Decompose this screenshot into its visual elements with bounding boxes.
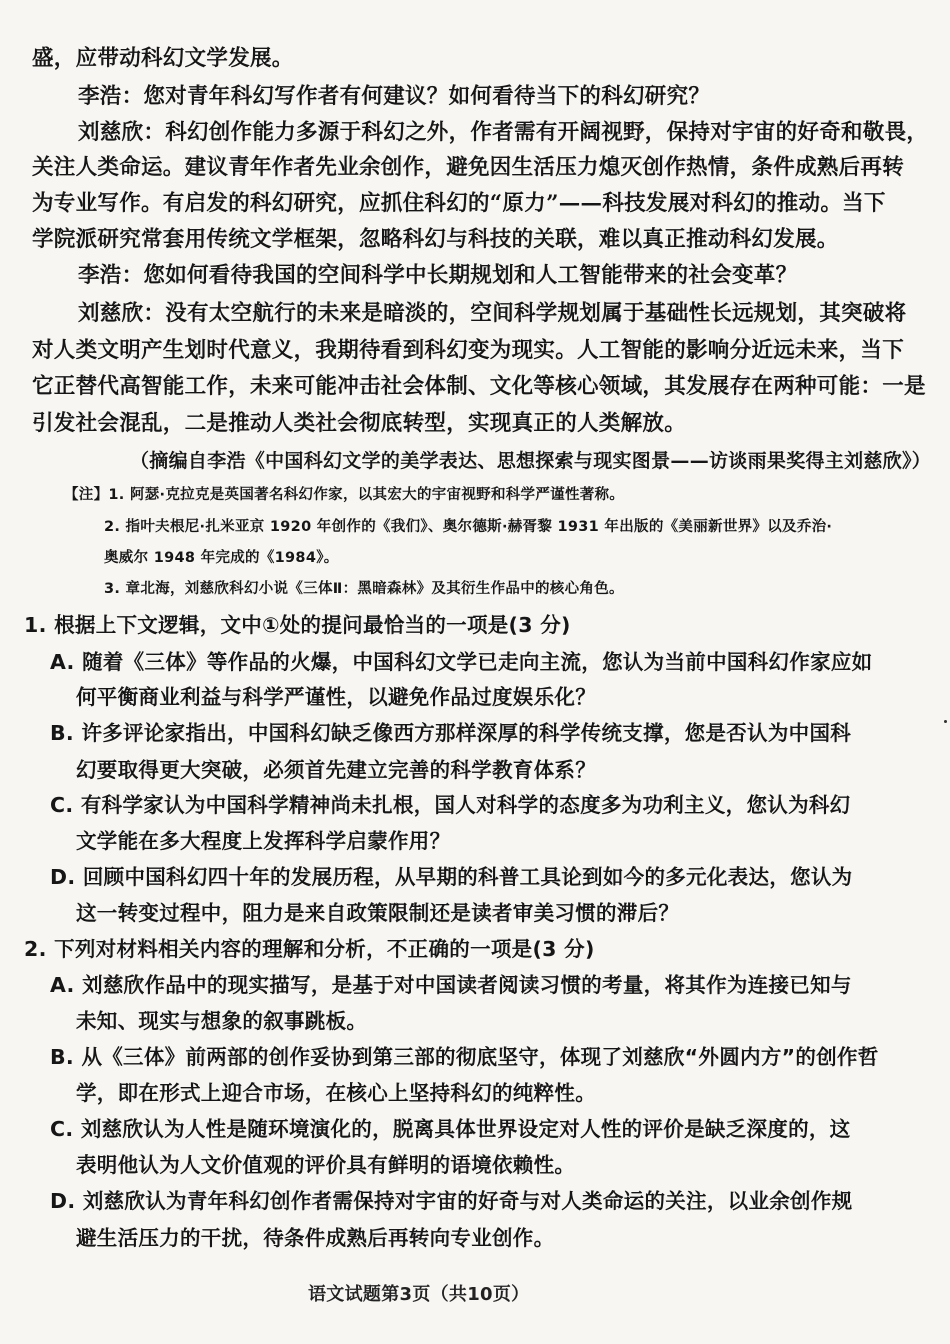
passage-line: 关注人类命运。建议青年作者先业余创作，避免因生活压力熄灭创作热情，条件成熟后再转	[32, 155, 905, 180]
note-2: 2. 指叶夫根尼·扎米亚京 1920 年创作的《我们》、奥尔德斯·赫胥黎 1931 年出版的《美丽新世界》以及乔治·	[104, 519, 833, 535]
passage-line: 对人类文明产生划时代意义，我期待看到科幻变为现实。人工智能的影响分近远未来，当下	[32, 338, 905, 363]
scan-speck	[944, 720, 947, 723]
passage-line: 它正替代高智能工作，未来可能冲击社会体制、文化等核心领域，其发展存在两种可能：一是	[32, 374, 926, 399]
q1-option-a-cont: 何平衡商业利益与科学严谨性，以避免作品过度娱乐化？	[76, 685, 596, 709]
q2-option-a-cont: 未知、现实与想象的叙事跳板。	[76, 1009, 368, 1033]
q1-option-d[interactable]: D. 回顾中国科幻四十年的发展历程，从早期的科普工具论到如今的多元化表达，您认为	[50, 865, 853, 889]
q2-option-a[interactable]: A. 刘慈欣作品中的现实描写，是基于对中国读者阅读习惯的考量，将其作为连接已知与	[50, 973, 852, 997]
passage-line: 李浩：您如何看待我国的空间科学中长期规划和人工智能带来的社会变革？	[78, 263, 798, 288]
q2-option-c-cont: 表明他认为人文价值观的评价具有鲜明的语境依赖性。	[76, 1153, 576, 1177]
q2-option-b[interactable]: B. 从《三体》前两部的创作妥协到第三部的彻底坚守，体现了刘慈欣“外圆内方”的创作哲	[50, 1045, 879, 1069]
footer-clip	[300, 1278, 640, 1305]
question-1-stem: 1. 根据上下文逻辑，文中①处的提问最恰当的一项是(3 分)	[24, 613, 571, 637]
passage-line: 盛，应带动科幻文学发展。	[32, 46, 294, 71]
q1-option-a[interactable]: A. 随着《三体》等作品的火爆，中国科幻文学已走向主流，您认为当前中国科幻作家应如	[50, 650, 873, 674]
passage-line: 引发社会混乱，二是推动人类社会彻底转型，实现真正的人类解放。	[32, 411, 687, 436]
passage-line: 学院派研究常套用传统文学框架，忽略科幻与科技的关联，难以真正推动科幻发展。	[32, 227, 839, 252]
question-2-stem: 2. 下列对材料相关内容的理解和分析，不正确的一项是(3 分)	[24, 937, 595, 961]
q2-option-d[interactable]: D. 刘慈欣认为青年科幻创作者需保持对宇宙的好奇与对人类命运的关注，以业余创作规	[50, 1189, 853, 1213]
q1-option-b[interactable]: B. 许多评论家指出，中国科幻缺乏像西方那样深厚的科学传统支撑，您是否认为中国科	[50, 721, 852, 745]
note-2-cont: 奥威尔 1948 年完成的《1984》。	[104, 550, 339, 566]
q1-option-b-cont: 幻要取得更大突破，必须首先建立完善的科学教育体系？	[76, 758, 596, 782]
passage-line: 刘慈欣：科幻创作能力多源于科幻之外，作者需有开阔视野，保持对宇宙的好奇和敬畏，	[78, 120, 929, 145]
passage-line: 李浩：您对青年科幻写作者有何建议？如何看待当下的科幻研究？	[78, 84, 711, 109]
source-citation: （摘编自李浩《中国科幻文学的美学表达、思想探索与现实图景——访谈雨果奖得主刘慈欣》）	[130, 450, 932, 472]
note-1: 【注】1. 阿瑟·克拉克是英国著名科幻作家，以其宏大的宇宙视野和科学严谨性著称。	[64, 487, 625, 503]
q1-option-d-cont: 这一转变过程中，阻力是来自政策限制还是读者审美习惯的滞后？	[76, 901, 680, 925]
passage-line: 为专业写作。有启发的科幻研究，应抓住科幻的“原力”——科技发展对科幻的推动。当下	[32, 191, 886, 216]
q1-option-c[interactable]: C. 有科学家认为中国科学精神尚未扎根，国人对科学的态度多为功利主义，您认为科幻	[50, 793, 851, 817]
note-3: 3. 章北海，刘慈欣科幻小说《三体Ⅱ：黑暗森林》及其衍生作品中的核心角色。	[104, 581, 624, 597]
q2-option-c[interactable]: C. 刘慈欣认为人性是随环境演化的，脱离具体世界设定对人性的评价是缺乏深度的，这	[50, 1117, 851, 1141]
passage-line: 刘慈欣：没有太空航行的未来是暗淡的，空间科学规划属于基础性长远规划，其突破将	[78, 301, 907, 326]
page-footer: 语文试题第3页（共10页）	[308, 1284, 530, 1305]
q2-option-b-cont: 学，即在形式上迎合市场，在核心上坚持科幻的纯粹性。	[76, 1081, 596, 1105]
q2-option-d-cont: 避生活压力的干扰，待条件成熟后再转向专业创作。	[76, 1226, 555, 1250]
q1-option-c-cont: 文学能在多大程度上发挥科学启蒙作用？	[76, 829, 451, 853]
